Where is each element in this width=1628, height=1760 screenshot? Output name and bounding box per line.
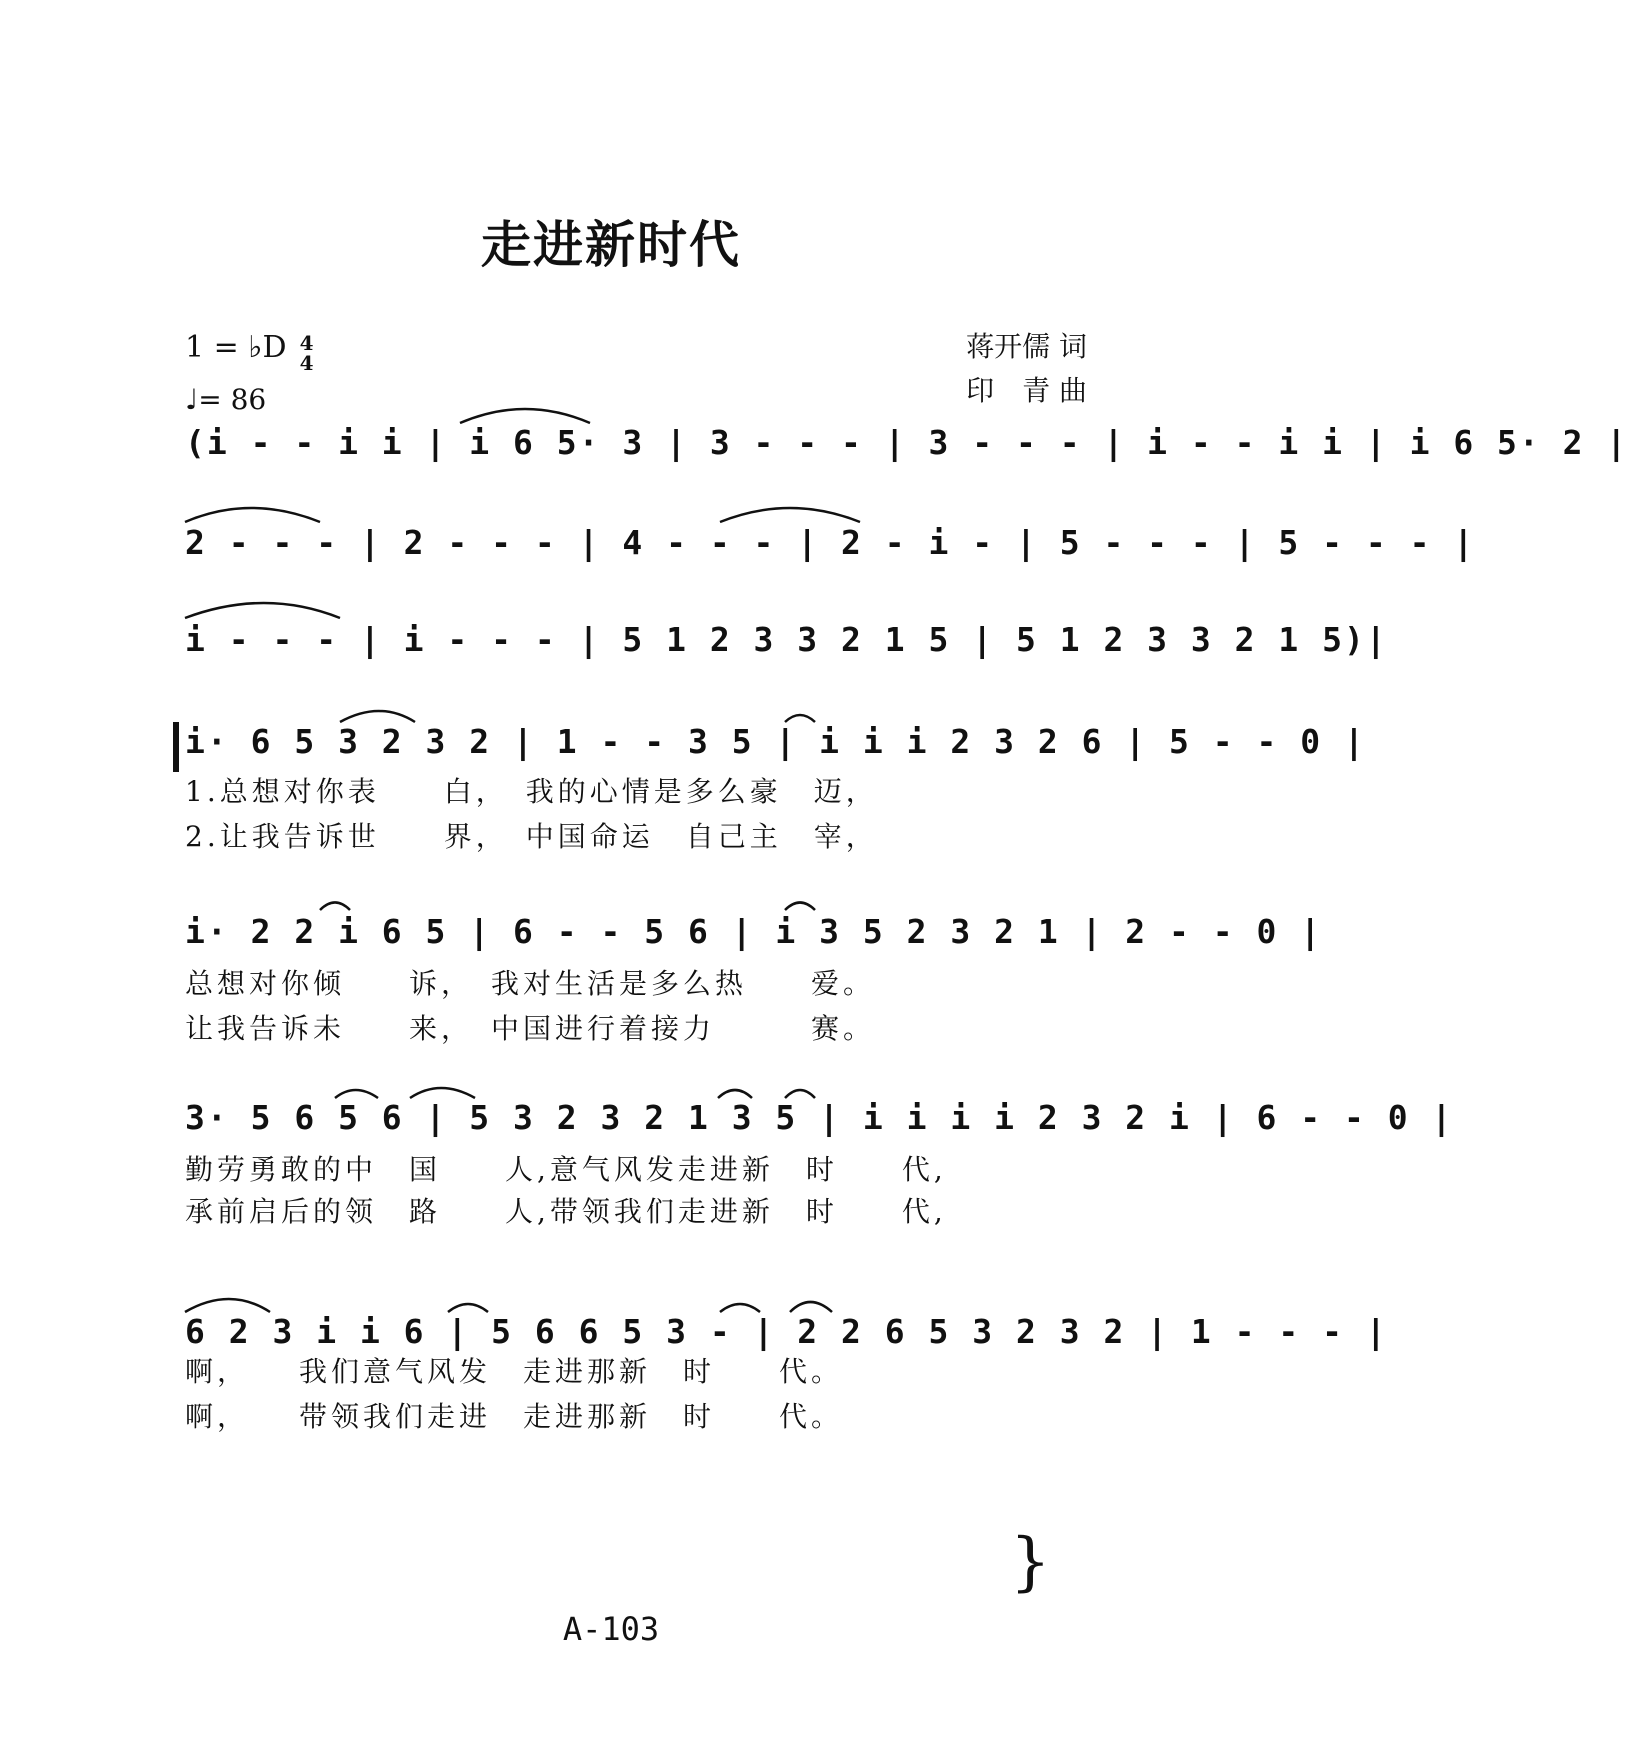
slur-arc [785,903,815,911]
verse-brace: } [1010,1525,1051,1599]
lyrics-v2-row-4: 啊， 带领我们走进 走进那新 时 代。 [185,1400,844,1433]
slur-arc [448,1304,488,1312]
slur-arc [720,1304,760,1312]
notes-row-1: (i - - i i | i 6 5· 3 | 3 - - - | 3 - - - | i - - i i | i 6 5· 2 | [185,423,1628,462]
notes-row-4: i· 6 5 3 2 3 2 | 1 - - 3 5 | i i i 2 3 2 6 | 5 - - 0 | [185,722,1366,761]
slur-arc [335,1090,378,1098]
notes-row-6: 3· 5 6 5 6 | 5 3 2 3 2 1 3 5 | i i i i 2 3 2 i | 6 - - 0 | [185,1098,1454,1137]
credits [966,325,1087,413]
slur-arc [785,1090,815,1098]
song-title: 走进新时代 [481,216,741,274]
repeat-start-sign [173,722,179,772]
notes-row-3: i - - - | i - - - | 5 1 2 3 3 2 1 5 | 5 1 2 3 3 2 1 5)| [185,620,1388,659]
lyrics-v1-row-1: 1.总想对你表 白， 我的心情是多么豪 迈， [185,775,878,808]
key-tempo-block [185,330,314,416]
key-line [185,330,314,373]
lyrics-v2-row-1: 2.让我告诉世 界， 中国命运 自己主 宰， [185,820,878,853]
slur-arc [720,508,860,522]
slur-arc [320,903,350,911]
page-number: A-103 [562,1610,660,1648]
music-row-2 [185,523,1476,593]
music-row-1 [185,423,1628,493]
lyrics-v1-row-4: 啊， 我们意气风发 走进那新 时 代。 [185,1355,844,1388]
slur-arc [410,1088,475,1098]
slur-arc [718,1090,752,1098]
time-top: 4 [299,330,314,355]
notes-row-5: i· 2 2 i 6 5 | 6 - - 5 6 | i 3 5 2 3 2 1 | 2 - - 0 | [185,912,1323,951]
slur-arc [790,1302,832,1312]
lyrics-v2-row-2: 让我告诉未 来， 中国进行着接力 赛。 [185,1012,876,1045]
notes-row-7: 6 2 3 i i 6 | 5 6 6 5 3 - | 2 2 6 5 3 2 3 2 | 1 - - - | [185,1312,1388,1351]
notes-row-2: 2 - - - | 2 - - - | 4 - - - | 2 - i - | 5 - - - | 5 - - - | [185,523,1476,562]
slur-arc [785,715,815,722]
lyrics-v2-row-3: 承前启后的领 路 人,带领我们走进新 时 代, [185,1195,947,1228]
slur-arc [185,603,340,618]
key-signature: 1 = ♭D [185,330,287,365]
slur-arc [185,1299,270,1312]
slur-arc [340,711,415,722]
tempo-marking: ♩= 86 [185,382,267,416]
slur-arc [460,409,590,423]
slur-arc [185,508,320,522]
music-row-3 [185,620,1388,690]
lyrics-v1-row-3: 勤劳勇敢的中 国 人,意气风发走进新 时 代, [185,1153,947,1186]
lyrics-v1-row-2: 总想对你倾 诉， 我对生活是多么热 爱。 [185,967,876,1000]
composer: 印 青 曲 [966,374,1087,407]
time-bottom: 4 [299,350,314,375]
time-signature [299,330,314,375]
lyricist: 蒋开儒 词 [966,330,1087,363]
